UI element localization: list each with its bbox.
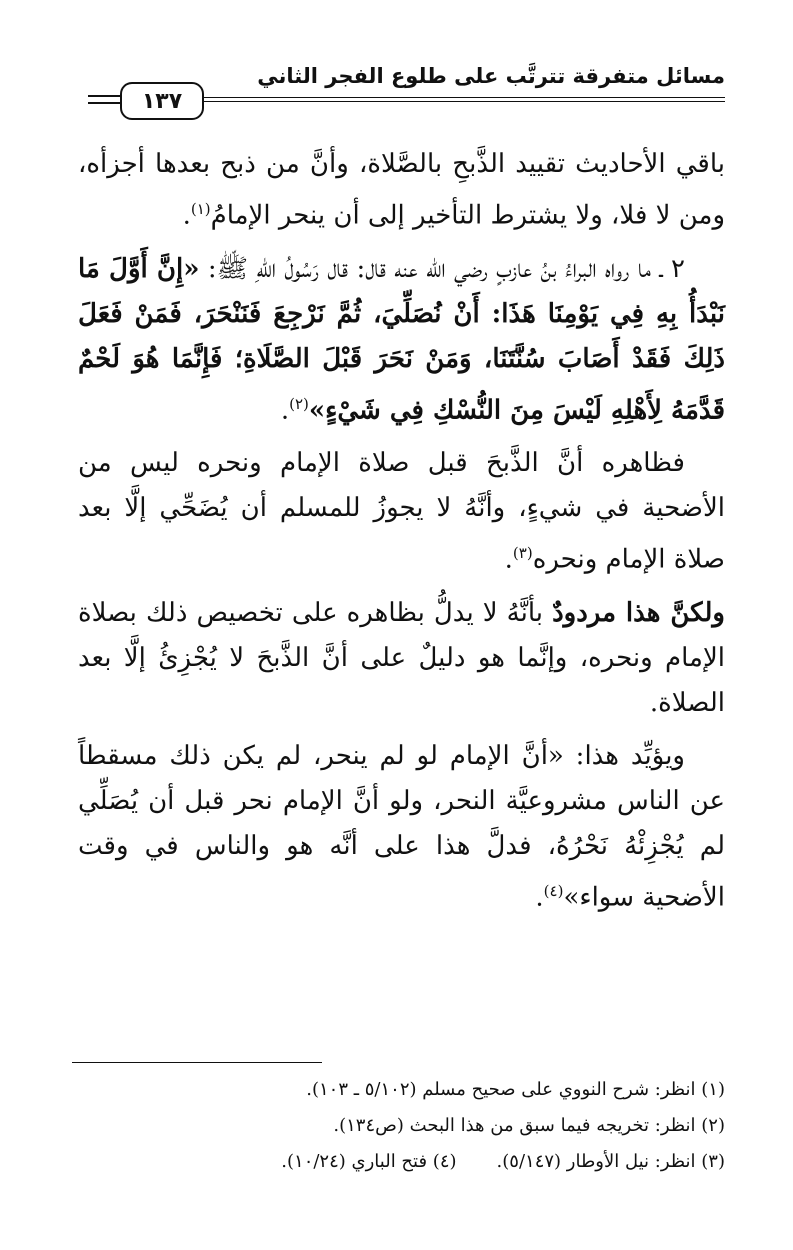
footnotes (78, 1072, 725, 1180)
paragraph-2 (78, 247, 725, 434)
paragraph-5 (78, 734, 725, 921)
paragraph-4-text: بأنَّهُ لا يدلُّ بظاهره على تخصيص ذلك بصلاة الإمام ونحره، وإنَّما هو دليلٌ على أنَّ الذَّبحَ لا يُجْزِئُ إلَّا بعد الصلاة. (78, 597, 725, 718)
footnote-ref-1: (١) (190, 200, 211, 218)
page-number: ١٣٧ (120, 82, 204, 120)
rebuttal-lead: ولكنَّ هذا مردودٌ (552, 597, 725, 628)
running-title: مسائل متفرقة تترتَّب على طلوع الفجر الثاني (257, 64, 725, 88)
footnote-ref-4: (٤) (543, 881, 564, 900)
footnote-4: (٤) فتح الباري (١٠/٢٤). (281, 1151, 457, 1172)
body-text (78, 142, 725, 929)
header-rule-double (180, 101, 725, 102)
period: . (535, 882, 544, 913)
paragraph-2-text: ٢ ـ ما رواه البراءُ بنُ عازبٍ رضي الله عنه قال: قال رَسُولُ اللهِ ﷺ: (207, 253, 685, 284)
page-header (88, 62, 725, 122)
hadith-quote: «إِنَّ أَوَّلَ مَا نَبْدَأُ بِهِ فِي يَوْمِنَا هَذَا: أَنْ نُصَلِّيَ، ثُمَّ نَرْجِعَ فَنَنْحَرَ، فَمَنْ فَعَلَ ذَلِكَ فَقَدْ أَصَابَ سُنَّتَنَا، وَمَنْ نَحَرَ قَبْلَ الصَّلَاةِ؛ فَإِنَّمَا هُوَ لَحْمٌ قَدَّمَهُ لِأَهْلِهِ لَيْسَ مِنَ النُّسْكِ فِي شَيْءٍ» (78, 253, 725, 426)
footnote-1: (١) انظر: شرح النووي على صحيح مسلم (٥/١٠٢ ـ ١٠٣). (306, 1079, 725, 1100)
footnote-2: (٢) انظر: تخريجه فيما سبق من هذا البحث (ص١٣٤). (333, 1115, 725, 1136)
period: . (504, 544, 513, 575)
footnote-ref-3: (٣) (512, 544, 533, 563)
period: . (182, 200, 191, 231)
paragraph-3 (78, 441, 725, 583)
footnote-3-4 (78, 1144, 725, 1180)
footnote-3: (٣) انظر: نيل الأوطار (٥/١٤٧). (496, 1151, 725, 1172)
left-dash-rule-top (88, 95, 120, 97)
paragraph-1-text: باقي الأحاديث تقييد الذَّبحِ بالصَّلاة، وأنَّ من ذبح بعدها أجزأه، ومن لا فلا، ولا يشترط التأخير إلى أن ينحر الإمامُ (78, 149, 725, 231)
paragraph-3-text: فظاهره أنَّ الذَّبحَ قبل صلاة الإمام ونحره ليس من الأضحية في شيءٍ، وأنَّهُ لا يجوزُ للمسلم أن يُضَحِّي إلَّا بعد صلاة الإمام ونحره (78, 448, 725, 575)
header-rule (180, 97, 725, 98)
paragraph-1 (78, 142, 725, 239)
paragraph-4 (78, 591, 725, 726)
footnote-separator (72, 1062, 322, 1063)
left-dash-rule-bottom (88, 102, 120, 104)
footnote-ref-2: (٢) (289, 394, 309, 413)
period: . (280, 395, 290, 426)
paragraph-5-text: ويؤيِّد هذا: «أنَّ الإمام لو لم ينحر، لم يكن ذلك مسقطاً عن الناس مشروعيَّة النحر، ولو أنَّ الإمام نحر قبل أن يُصَلِّي لم يُجْزِئْهُ نَحْرُهُ، فدلَّ هذا على أنَّه هو والناس في وقت الأضحية سواء» (78, 740, 725, 913)
